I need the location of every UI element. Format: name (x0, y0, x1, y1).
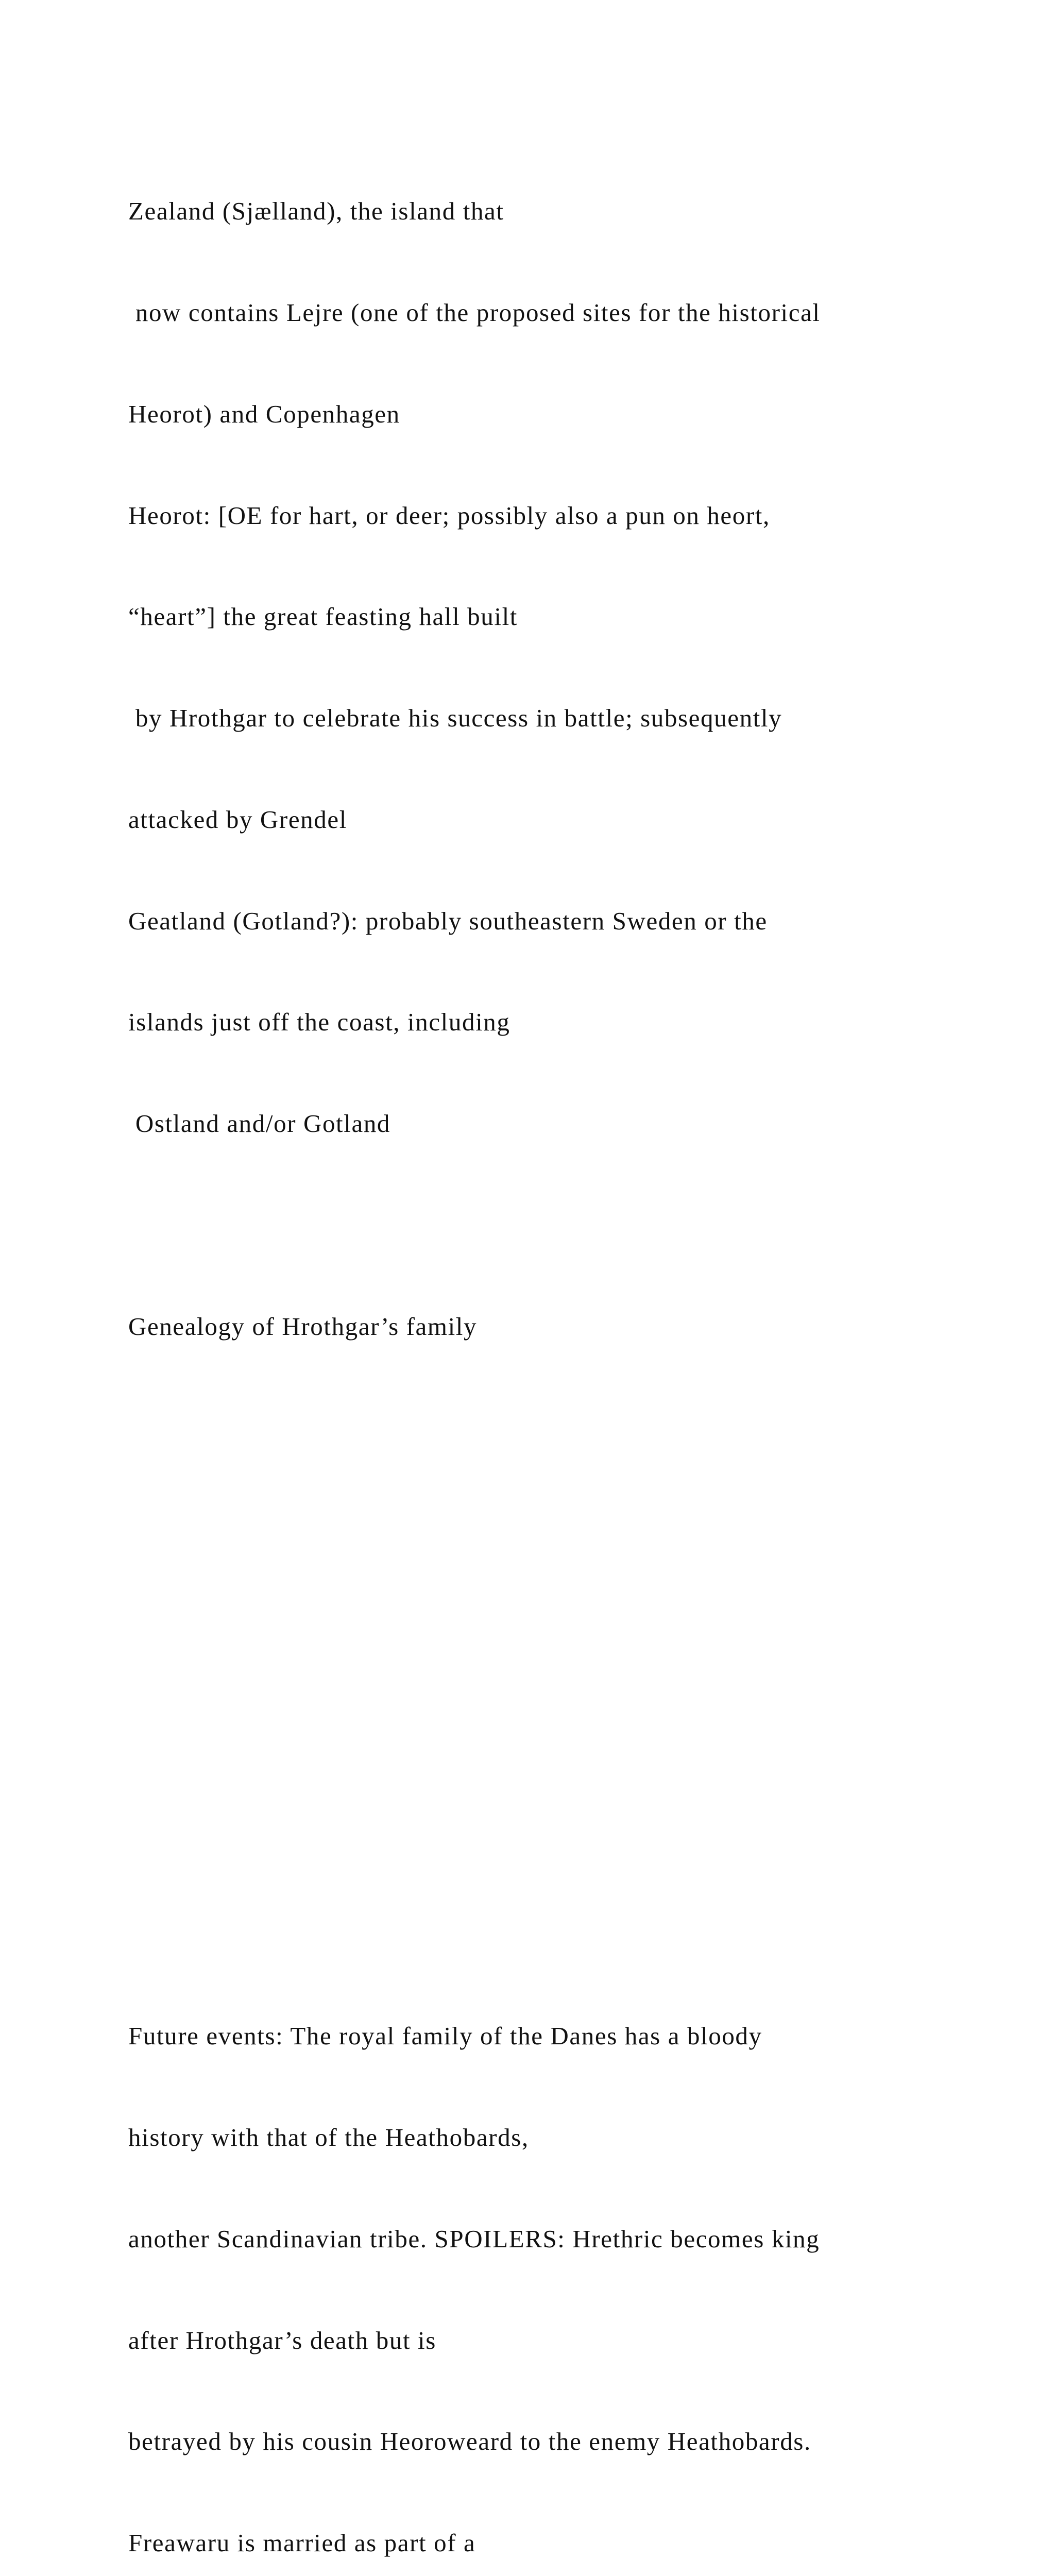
text-line: history with that of the Heathobards, (128, 2123, 529, 2152)
text-line: “heart”] the great feasting hall built (128, 602, 518, 631)
text-line: after Hrothgar’s death but is (128, 2326, 436, 2354)
blank-line (128, 1918, 1004, 1952)
text-line: Ostland and/or Gotland (128, 1109, 391, 1138)
blank-line (128, 1512, 1004, 1546)
text-line: Freawaru is married as part of a (128, 2529, 476, 2557)
text-line: Heorot: [OE for hart, or deer; possibly also a pun on heort, (128, 501, 770, 530)
blank-line (128, 1817, 1004, 1851)
text-line: now contains Lejre (one of the proposed sites for the historical (128, 298, 821, 327)
text-line: islands just off the coast, including (128, 1008, 511, 1037)
text-line: betrayed by his cousin Heoroweard to the enemy Heathobards. (128, 2427, 811, 2456)
text-line: Geatland (Gotland?): probably southeastern Sweden or the (128, 906, 768, 935)
blank-line (128, 1411, 1004, 1445)
blank-line (128, 1715, 1004, 1749)
text-line: Future events: The royal family of the Danes has a bloody (128, 2022, 762, 2050)
text-line: by Hrothgar to celebrate his success in battle; subsequently (128, 704, 782, 733)
text-line: Zealand (Sjælland), the island that (128, 197, 504, 226)
text-line: attacked by Grendel (128, 805, 347, 834)
text-line: Heorot) and Copenhagen (128, 399, 400, 428)
section-heading: Genealogy of Hrothgar’s family (128, 1312, 478, 1341)
document-body (128, 127, 1004, 2576)
blank-line (128, 1614, 1004, 1648)
text-line: another Scandinavian tribe. SPOILERS: Hrethric becomes king (128, 2224, 820, 2253)
blank-line (128, 1208, 1004, 1242)
